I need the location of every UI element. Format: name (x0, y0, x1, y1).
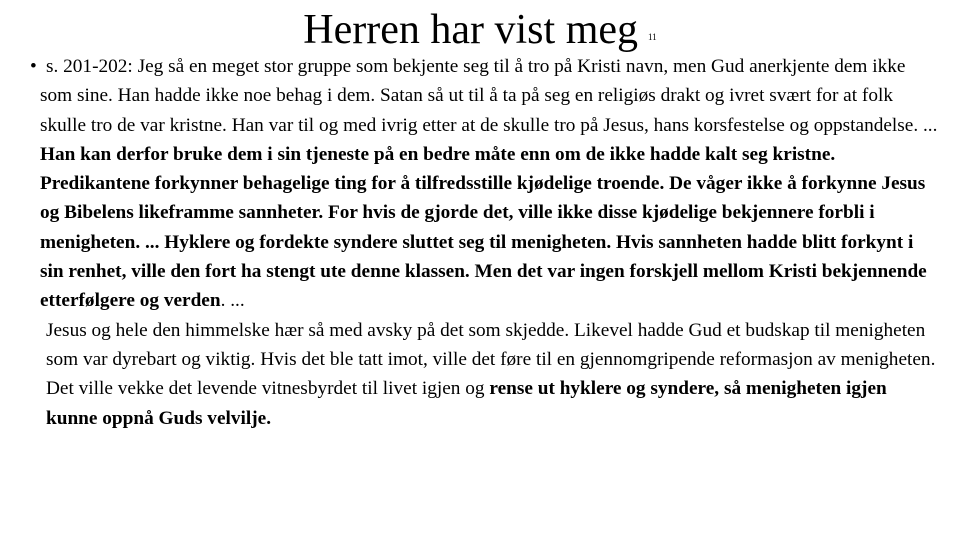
paragraph-1 (30, 52, 940, 169)
paragraph-3-text: Jesus og hele den himmelske hær så med avsky på det som skjedde. Likevel hadde Gud et budskap til menigheten som var dyrebart og viktig. Hvis det ble tatt imot, ville det føre til en gjennomgripende reformasjon av menigheten. Det ville vekke det levende vitnesbyrdet til livet igjen og (46, 319, 936, 400)
title-row (0, 4, 960, 56)
slide-number-mark: 11 (648, 32, 657, 43)
paragraph-1-text: s. 201-202: Jeg så en meget stor gruppe som bekjente seg til å tro på Kristi navn, men Gud anerkjente dem ikke som sine. Han hadde ikke noe behag i dem. Satan så ut til å ta på seg en religiøs drakt og ivret svært for at folk skulle tro de var kristne. Han var til og med ivrig etter at de skulle tro på Jesus, hans korsfestelse og oppstandelse. ... (40, 56, 938, 136)
paragraph-2-tail: . ... (220, 290, 245, 312)
paragraph-1-bold-text: Han kan derfor bruke dem i sin tjeneste på en bedre måte enn om de ikke hadde kalt seg kristne. (40, 143, 836, 165)
paragraph-2 (40, 169, 940, 315)
paragraph-2-bold-text: Predikantene forkynner behagelige ting for å tilfredsstille kjødelige troende. De våger ikke å forkynne Jesus og Bibelens likeframme sannheter. For hvis de gjorde det, ville ikke disse kjødelige bekjennere forbli i menigheten. ... Hyklere og fordekte syndere sluttet seg til menigheten. Hvis sannheten hadde blitt forkynt i sin renhet, ville den fort ha stengt ute denne klassen. Men det var ingen forskjell mellom Kristi bekjennende etterfølgere og verden (40, 173, 927, 312)
paragraph-3 (40, 316, 940, 433)
paragraph-3-bold-text: rense ut hyklere og syndere, så menigheten igjen kunne oppnå Guds velvilje. (46, 378, 887, 429)
slide-title: Herren har vist meg (303, 7, 639, 53)
slide-body (30, 52, 940, 433)
bullet-icon: • (30, 56, 37, 77)
